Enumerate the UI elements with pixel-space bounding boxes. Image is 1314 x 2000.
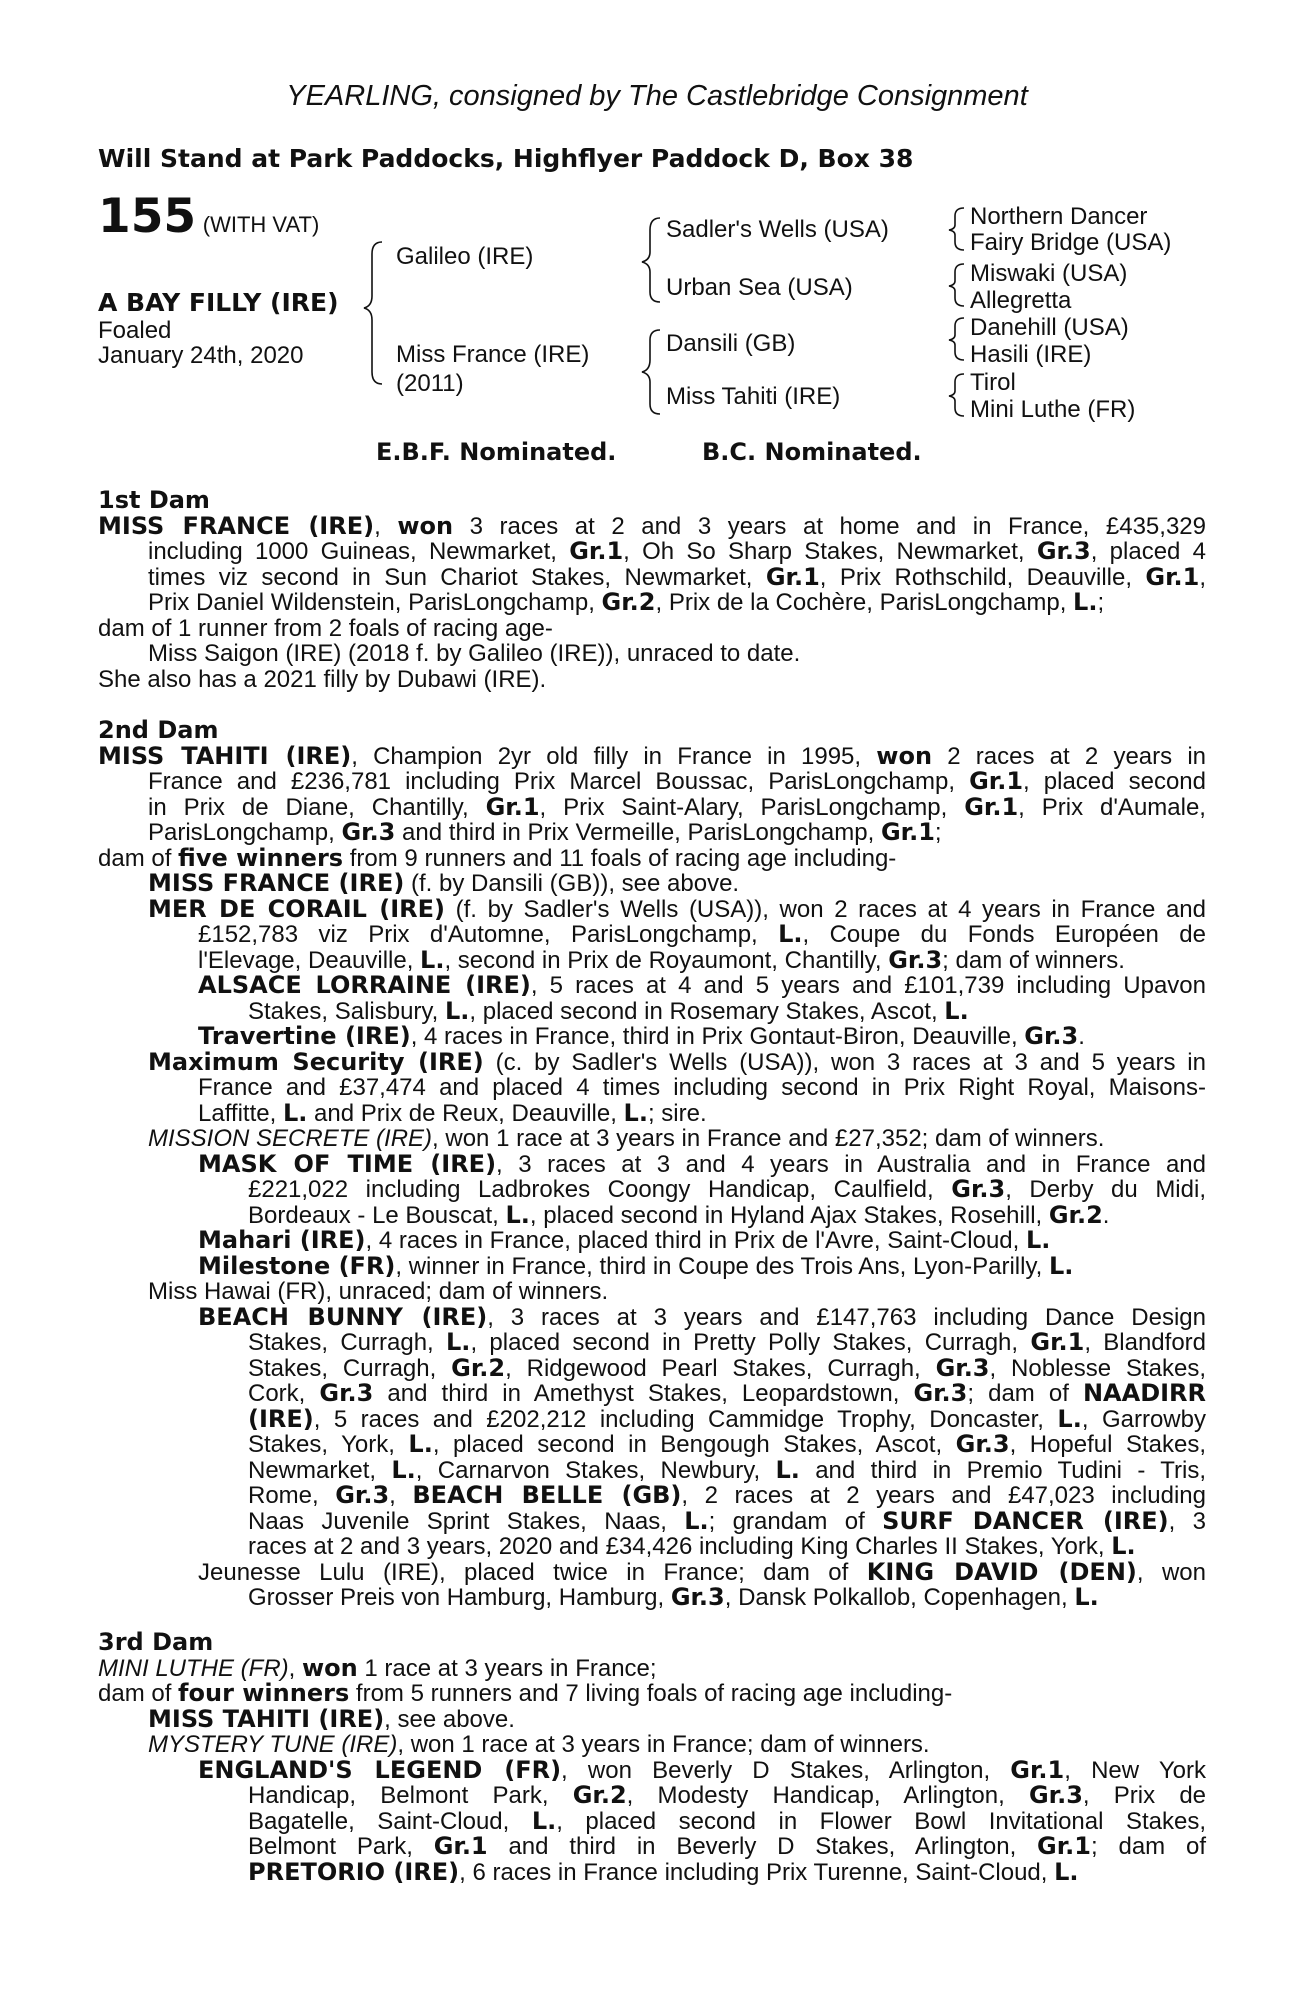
second-dam-line — [98, 1404, 1206, 1433]
grade: L. — [444, 996, 470, 1025]
text: 3 races at 2 and 3 years at home and in France, £435,329 — [453, 512, 1206, 540]
grade: Gr.3 — [1036, 537, 1091, 565]
second-dam-line — [98, 1149, 1206, 1178]
text: , won — [1136, 1558, 1207, 1586]
won-text: won — [876, 741, 933, 770]
horse-name: ALSACE LORRAINE (IRE) — [198, 971, 531, 999]
text: , New York — [1064, 1756, 1206, 1784]
pedigree-dam-dam: Miss Tahiti (IRE) — [666, 383, 841, 410]
stand-location: Will Stand at Park Paddocks, Highflyer Paddock D, Box 38 — [98, 144, 914, 173]
text: Bagatelle, Saint-Cloud, — [248, 1807, 532, 1835]
grade: Gr.1 — [964, 792, 1019, 821]
pedigree-4g-8: Mini Luthe (FR) — [970, 396, 1136, 423]
second-dam-line — [98, 820, 1206, 846]
horse-name: BEACH BELLE (GB) — [412, 1481, 682, 1509]
foaled-label: Foaled — [98, 317, 172, 344]
text: , placed second in Hyland Ajax Stakes, Rosehill, — [529, 1201, 1049, 1229]
horse-name: Travertine (IRE) — [198, 1022, 411, 1050]
horse-name: MISS FRANCE (IRE) — [148, 869, 405, 897]
text: Rome, — [248, 1482, 336, 1509]
text: , Noblesse Stakes, — [989, 1354, 1206, 1382]
foaled-date: January 24th, 2020 — [98, 342, 304, 369]
grade: L. — [684, 1506, 709, 1535]
text: , second in Prix de Royaumont, Chantilly, — [444, 946, 889, 974]
text: ; dam of — [1090, 1833, 1206, 1860]
text: , placed second — [1023, 768, 1206, 795]
grade: Gr.3 — [319, 1379, 374, 1407]
grade: L. — [446, 1328, 471, 1356]
text: Naas Juvenile Sprint Stakes, Naas, — [248, 1507, 685, 1535]
grade: L. — [420, 945, 445, 974]
horse-name: KING DAVID (DEN) — [866, 1557, 1137, 1586]
second-dam-line — [98, 1432, 1206, 1458]
text: dam of — [98, 844, 179, 872]
second-dam-line: Miss Hawai (FR), unraced; dam of winners. — [148, 1278, 609, 1305]
text: including 1000 Guineas, Newmarket, — [148, 538, 570, 565]
grade: L. — [408, 1430, 433, 1458]
text: Stakes, Curragh, — [248, 1329, 447, 1356]
text: ; grandam of — [708, 1507, 883, 1535]
text: , Dansk Polkallob, Copenhagen, — [724, 1584, 1075, 1611]
text: . — [1102, 1201, 1110, 1229]
grade: Gr.2 — [1048, 1200, 1103, 1229]
grade: Gr.1 — [433, 1832, 488, 1860]
grade: Gr.1 — [569, 537, 624, 565]
pedigree-4g-3: Miswaki (USA) — [970, 260, 1128, 287]
text: Belmont Park, — [248, 1833, 434, 1860]
text: , — [288, 1654, 302, 1682]
text: ; dam of — [967, 1380, 1083, 1407]
second-dam-line — [98, 1381, 1206, 1407]
ebf-nominated: E.B.F. Nominated. — [376, 438, 617, 466]
text: , won 1 race at 3 years in France; dam of winners. — [397, 1731, 930, 1758]
text: £152,783 viz Prix d'Automne, ParisLongchamp, — [198, 921, 779, 948]
text: , 5 races at 4 and 5 years and £101,739 including Upavon — [530, 972, 1206, 999]
text: ; — [934, 819, 942, 846]
second-dam-line — [98, 1126, 1206, 1152]
second-dam-line — [98, 1557, 1207, 1586]
text: Handicap, Belmont Park, — [248, 1782, 573, 1809]
grade: Gr.3 — [335, 1481, 390, 1509]
second-dam-line — [98, 1534, 1206, 1560]
grade: Gr.1 — [880, 818, 935, 846]
text: Newmarket, — [248, 1456, 392, 1484]
grade: Gr.3 — [935, 1353, 990, 1382]
text: and Prix de Reux, Deauville, — [307, 1099, 624, 1127]
horse-name: MASK OF TIME (IRE) — [198, 1149, 497, 1178]
second-dam-line — [98, 1455, 1206, 1484]
text: , — [374, 512, 398, 540]
grade: L. — [623, 1098, 648, 1127]
text: , see above. — [384, 1705, 515, 1733]
lot-number: 155 — [98, 189, 197, 244]
text: , winner in France, third in Coupe des Trois Ans, Lyon-Parilly, — [395, 1252, 1050, 1280]
horse-name: MISS TAHITI (IRE) — [98, 741, 352, 770]
lot-vat: (WITH VAT) — [202, 212, 320, 237]
text: ; sire. — [647, 1099, 707, 1127]
text: , Oh So Sharp Stakes, Newmarket, — [623, 538, 1037, 565]
horse-name: ENGLAND'S LEGEND (FR) — [198, 1755, 562, 1784]
text: 1 race at 3 years in France; — [357, 1654, 657, 1682]
grade: Gr.2 — [572, 1781, 627, 1809]
second-dam-line — [98, 1330, 1206, 1356]
horse-name: SURF DANCER (IRE) — [882, 1506, 1169, 1535]
horse-name: Maximum Security (IRE) — [148, 1047, 484, 1076]
text: (f. by Sadler's Wells (USA)), won 2 races at 4 years in France and — [445, 895, 1206, 923]
text: ; — [1097, 589, 1105, 616]
first-dam-line: Miss Saigon (IRE) (2018 f. by Galileo (IRE)), unraced to date. — [148, 640, 801, 667]
grade: Gr.1 — [1030, 1328, 1085, 1356]
first-dam-line: dam of 1 runner from 2 foals of racing age- — [98, 614, 553, 642]
grade: Gr.3 — [888, 945, 943, 974]
pedigree-dam-sire: Dansili (GB) — [666, 330, 796, 357]
second-dam-line — [98, 894, 1206, 923]
grade: Gr.3 — [1028, 1781, 1083, 1809]
text: , 4 races in France, placed third in Prix de l'Avre, Saint-Cloud, — [365, 1227, 1026, 1254]
grade: Gr.2 — [451, 1353, 506, 1382]
pedigree-sire: Galileo (IRE) — [396, 243, 534, 270]
third-dam-line — [98, 1783, 1206, 1809]
second-dam-line — [98, 945, 1206, 974]
first-dam-line — [98, 511, 1206, 540]
text: races at 2 and 3 years, 2020 and £34,426 including King Charles II Stakes, York, — [248, 1533, 1112, 1560]
text: , 3 — [1168, 1507, 1207, 1535]
text: dam of — [98, 1680, 179, 1707]
second-dam-line: France and £37,474 and placed 4 times including second in Prix Right Royal, Maisons- — [198, 1074, 1206, 1101]
grade: L. — [282, 1098, 308, 1127]
first-dam-line — [98, 539, 1206, 565]
grade: L. — [944, 996, 969, 1025]
text: Grosser Preis von Hamburg, Hamburg, — [248, 1584, 671, 1611]
horse-name: Mahari (IRE) — [198, 1226, 366, 1254]
grade: Gr.1 — [969, 767, 1024, 795]
horse-name: PRETORIO (IRE) — [248, 1857, 460, 1886]
pedigree-4g-6: Hasili (IRE) — [970, 341, 1092, 368]
won-text: won — [302, 1653, 358, 1682]
text: Stakes, York, — [248, 1431, 409, 1458]
text: in Prix de Diane, Chantilly, — [148, 793, 486, 821]
second-dam-line — [98, 769, 1206, 795]
horse-name: MER DE CORAIL (IRE) — [148, 894, 446, 923]
third-dam-line — [98, 1704, 1206, 1733]
text: and third in Prix Vermeille, ParisLongchamp, — [395, 819, 881, 846]
text: and third in Beverly D Stakes, Arlington, — [487, 1833, 1038, 1860]
grade: L. — [1057, 1404, 1082, 1433]
second-dam-line — [98, 1251, 1206, 1280]
second-dam-line — [98, 1585, 1206, 1611]
pedigree-dam-year: (2011) — [396, 370, 464, 397]
second-dam-line — [98, 843, 1206, 872]
text: , 3 races at 3 and 4 years in Australia and in France and — [496, 1150, 1206, 1178]
first-dam-line — [98, 590, 1206, 616]
second-dam-line — [98, 996, 1206, 1025]
text: 2 races at 2 years in — [932, 742, 1207, 770]
text: . — [1078, 1023, 1085, 1050]
pedigree-4g-2: Fairy Bridge (USA) — [970, 229, 1172, 256]
grade: L. — [505, 1200, 530, 1229]
text: , placed second in Rosemary Stakes, Ascot, — [469, 997, 945, 1025]
lot-description: A BAY FILLY (IRE) — [98, 288, 339, 317]
text: Bordeaux - Le Bouscat, — [248, 1201, 506, 1229]
text: Laffitte, — [198, 1099, 283, 1127]
text: , Ridgewood Pearl Stakes, Curragh, — [505, 1354, 936, 1382]
text: , Blandford — [1084, 1329, 1207, 1356]
text: Stakes, Salisbury, — [248, 997, 445, 1025]
winners-count: five winners — [178, 843, 344, 872]
pedigree-4g-5: Danehill (USA) — [970, 314, 1129, 341]
text: , Prix de la Cochère, ParisLongchamp, — [655, 589, 1074, 616]
second-dam-line — [98, 871, 1206, 897]
second-dam-line — [98, 741, 1207, 770]
third-dam-line — [98, 1653, 1206, 1682]
second-dam-line — [98, 1024, 1206, 1050]
second-dam-line — [98, 1200, 1206, 1229]
text: , Prix d'Aumale, — [1018, 793, 1206, 821]
grade: L. — [1111, 1532, 1136, 1560]
pedigree-4g-1: Northern Dancer — [970, 203, 1148, 230]
text: , 6 races in France including Prix Turenne, Saint-Cloud, — [459, 1858, 1055, 1886]
text: , Prix Rothschild, Deauville, — [819, 563, 1146, 591]
second-dam-line — [98, 1228, 1206, 1254]
grade: Gr.1 — [765, 562, 820, 591]
text: , Champion 2yr old filly in France in 1995, — [351, 742, 877, 770]
second-dam-line — [98, 1353, 1206, 1382]
first-dam-title: 1st Dam — [98, 486, 210, 514]
second-dam-line — [98, 792, 1206, 821]
grade: Gr.3 — [341, 818, 396, 846]
third-dam-section — [98, 1630, 1206, 1885]
text: , — [389, 1482, 413, 1509]
grade: Gr.3 — [1024, 1022, 1079, 1050]
grade: Gr.2 — [601, 588, 656, 616]
won-text: won — [397, 511, 454, 540]
text: France and £236,781 including Prix Marcel Boussac, ParisLongchamp, — [148, 768, 970, 795]
text: , Coupe du Fonds Européen de — [802, 921, 1206, 948]
second-dam-line — [98, 1483, 1206, 1509]
pedigree-4g-7: Tirol — [970, 369, 1016, 396]
text: , — [1199, 563, 1206, 591]
text: Jeunesse Lulu (IRE), placed twice in France; dam of — [198, 1558, 867, 1586]
grade: Gr.1 — [485, 792, 540, 821]
horse-name: BEACH BUNNY (IRE) — [198, 1302, 488, 1331]
text: , Prix de — [1082, 1782, 1207, 1809]
horse-name: MINI LUTHE (FR) — [98, 1654, 289, 1682]
horse-name: NAADIRR — [1082, 1379, 1206, 1407]
text: and third in Premio Tudini - Tris, — [799, 1456, 1206, 1484]
bc-nominated: B.C. Nominated. — [702, 438, 922, 466]
winners-count: four winners — [178, 1679, 350, 1707]
text: , won 1 race at 3 years in France and £27,352; dam of winners. — [432, 1125, 1105, 1152]
text: , won Beverly D Stakes, Arlington, — [561, 1756, 1011, 1784]
second-dam-line — [98, 1047, 1206, 1076]
third-dam-title: 3rd Dam — [98, 1628, 214, 1656]
text: (f. by Dansili (GB)), see above. — [404, 870, 740, 897]
second-dam-title: 2nd Dam — [98, 716, 219, 744]
first-dam-line — [98, 562, 1206, 591]
page-heading: YEARLING, consigned by The Castlebridge Consignment — [286, 80, 1028, 112]
text: , 4 races in France, third in Prix Gontaut-Biron, Deauville, — [410, 1023, 1025, 1050]
text: , placed second in Flower Bowl Invitational Stakes, — [556, 1807, 1206, 1835]
horse-name: MISS FRANCE (IRE) — [98, 511, 375, 540]
second-dam-section — [98, 718, 1206, 1611]
grade: L. — [1025, 1226, 1051, 1254]
text: , placed 4 — [1090, 538, 1206, 565]
third-dam-line — [98, 1834, 1206, 1860]
text: Prix Daniel Wildenstein, ParisLongchamp, — [148, 589, 602, 616]
grade: Gr.3 — [951, 1175, 1006, 1203]
text: times viz second in Sun Chariot Stakes, Newmarket, — [148, 563, 766, 591]
grade: L. — [531, 1806, 557, 1835]
text: £221,022 including Ladbrokes Coongy Handicap, Caulfield, — [248, 1176, 952, 1203]
text: , Modesty Handicap, Arlington, — [626, 1782, 1029, 1809]
grade: L. — [1054, 1857, 1079, 1886]
text: , placed second in Pretty Polly Stakes, Curragh, — [470, 1329, 1031, 1356]
text: (c. by Sadler's Wells (USA)), won 3 races at 3 and 5 years in — [483, 1048, 1206, 1076]
pedigree-sire-sire: Sadler's Wells (USA) — [666, 216, 889, 243]
grade: L. — [1074, 1583, 1099, 1611]
second-dam-line — [98, 973, 1206, 999]
second-dam-line — [98, 1506, 1207, 1535]
text: Cork, — [248, 1380, 320, 1407]
text: ; dam of winners. — [942, 946, 1125, 974]
text: from 5 runners and 7 living foals of racing age including- — [349, 1680, 953, 1707]
horse-name: Milestone (FR) — [198, 1251, 396, 1280]
second-dam-line — [98, 922, 1206, 948]
text: , 5 races and £202,212 including Cammidge Trophy, Doncaster, — [313, 1405, 1058, 1433]
text: , 3 races at 3 years and £147,763 including Dance Design — [487, 1303, 1206, 1331]
grade: Gr.3 — [670, 1583, 725, 1611]
pedigree-dam: Miss France (IRE) — [396, 341, 590, 368]
horse-name: MYSTERY TUNE (IRE) — [148, 1731, 398, 1758]
text: l'Elevage, Deauville, — [198, 946, 421, 974]
second-dam-line — [98, 1302, 1206, 1331]
third-dam-line — [98, 1806, 1206, 1835]
grade: Gr.1 — [1037, 1832, 1091, 1860]
text: ParisLongchamp, — [148, 819, 342, 846]
first-dam-line: She also has a 2021 filly by Dubawi (IRE). — [98, 665, 547, 693]
text: , placed second in Bengough Stakes, Ascot, — [432, 1431, 956, 1458]
text: , Garrowby — [1081, 1405, 1206, 1433]
second-dam-line — [98, 1177, 1206, 1203]
pedigree-sire-dam: Urban Sea (USA) — [666, 274, 853, 301]
grade: Gr.1 — [1010, 1755, 1065, 1784]
first-dam-section — [98, 488, 1206, 692]
third-dam-line — [98, 1732, 1206, 1758]
text: from 9 runners and 11 foals of racing age including- — [343, 844, 897, 872]
grade: L. — [1049, 1251, 1074, 1280]
third-dam-line — [98, 1755, 1206, 1784]
horse-name: (IRE) — [248, 1404, 314, 1433]
second-dam-line — [98, 1098, 1206, 1127]
text: , Carnarvon Stakes, Newbury, — [415, 1456, 776, 1484]
text: Stakes, Curragh, — [248, 1354, 452, 1382]
grade: L. — [775, 1455, 800, 1484]
third-dam-line — [98, 1857, 1206, 1886]
text: , Hopeful Stakes, — [1009, 1431, 1207, 1458]
horse-name: MISSION SECRETE (IRE) — [148, 1125, 433, 1152]
horse-name: MISS TAHITI (IRE) — [148, 1704, 385, 1733]
third-dam-line — [98, 1681, 1206, 1707]
grade: L. — [391, 1455, 416, 1484]
text: , 2 races at 2 years and £47,023 including — [681, 1482, 1206, 1509]
text: , Prix Saint-Alary, ParisLongchamp, — [539, 793, 965, 821]
grade: Gr.3 — [955, 1430, 1010, 1458]
grade: Gr.1 — [1145, 562, 1200, 591]
grade: L. — [1073, 588, 1098, 616]
grade: Gr.3 — [913, 1379, 968, 1407]
grade: L. — [778, 920, 803, 948]
pedigree-4g-4: Allegretta — [970, 287, 1072, 314]
text: , Derby du Midi, — [1005, 1176, 1206, 1203]
text: and third in Amethyst Stakes, Leopardstown, — [373, 1380, 914, 1407]
